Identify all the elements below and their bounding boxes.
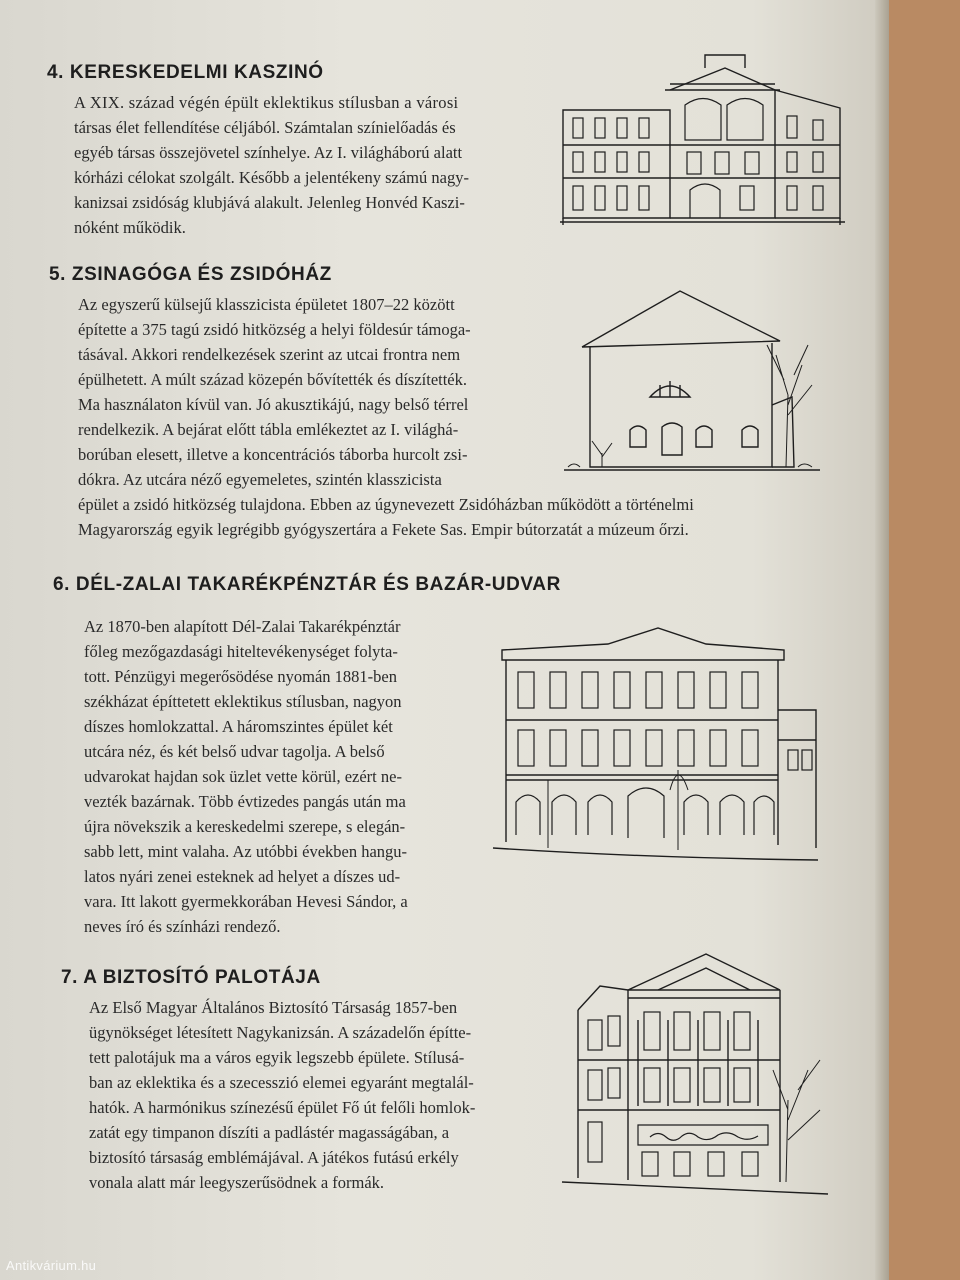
text-line: vezték bazárnak. Több évtizedes pangás után ma <box>84 792 406 811</box>
text-line: Az 1870-ben alapított Dél-Zalai Takarékpénztár <box>84 617 401 636</box>
text-line: újra növekszik a kereskedelmi szerepe, s elegán- <box>84 817 406 836</box>
text-line: sabb lett, mint valaha. Az utóbbi években hangu- <box>84 842 408 861</box>
section-heading: 4. KERESKEDELMI KASZINÓ <box>47 62 324 83</box>
text-line: zatát egy timpanon díszíti a padlástér magasságában, a <box>89 1123 450 1142</box>
section-heading: 6. DÉL-ZALAI TAKARÉKPÉNZTÁR ÉS BAZÁR-UDVAR <box>53 574 561 595</box>
text-line: egyéb társas összejövetel színhelye. Az I. világháború alatt <box>74 143 463 162</box>
text-line: székházat építtetett eklektikus stílusban, nagyon <box>84 692 402 711</box>
text-line: vara. Itt lakott gyermekkorában Hevesi Sándor, a <box>84 892 408 911</box>
text-line: Magyarország egyik legrégibb gyógyszertára a Fekete Sas. Empir bútorzatát a múzeum őrzi. <box>78 520 689 539</box>
text-line: rendelkezik. A bejárat előtt tábla emlékeztet az I. világhá- <box>78 420 459 439</box>
text-line: díszes homlokzattal. A háromszintes épület két <box>84 717 393 736</box>
text-line: kanizsai zsidóság klubjává alakult. Jelenleg Honvéd Kaszi- <box>74 193 465 212</box>
text-line: nóként működik. <box>74 218 186 237</box>
text-line: biztosító társaság emblémájával. A játékos futású erkély <box>89 1148 459 1167</box>
text-line: Az egyszerű külsejű klasszicista épületet 1807–22 között <box>78 295 455 314</box>
text-line: borúban elesett, illetve a koncentrációs táborba hurcolt zsi- <box>78 445 468 464</box>
text-line: társas élet fellendítése céljából. Számtalan színielőadás és <box>74 118 456 137</box>
page-edge <box>875 0 889 1280</box>
text-line: tásával. Akkori rendelkezések szerint az utcai frontra nem <box>78 345 461 364</box>
text-line: épület a zsidó hitközség tulajdona. Ebben az úgynevezett Zsidóházban működött a történelmi <box>78 495 694 514</box>
section-heading: 5. ZSINAGÓGA ÉS ZSIDÓHÁZ <box>49 264 332 285</box>
text-line: udvarokat hajdan sok üzlet vette körül, ezért ne- <box>84 767 402 786</box>
text-line: kórházi célokat szolgált. Később a jelentékeny számú nagy- <box>74 168 469 187</box>
text-line: tett palotájuk ma a város egyik legszebb épülete. Stílusá- <box>89 1048 465 1067</box>
text-line: utcára néz, és két belső udvar tagolja. A belső <box>84 742 385 761</box>
text-line: dókra. Az utcára néző egyemeletes, szintén klasszicista <box>78 470 442 489</box>
text-line: latos nyári zenei esteknek ad helyet a díszes ud- <box>84 867 401 886</box>
text-line: Ma használaton kívül van. Jó akusztikájú, nagy belső térrel <box>78 395 469 414</box>
section-heading: 7. A BIZTOSÍTÓ PALOTÁJA <box>61 967 321 988</box>
text-line: vonala alatt már leegyszerűsödnek a formák. <box>89 1173 385 1192</box>
text-line: Az Első Magyar Általános Biztosító Társaság 1857-ben <box>89 998 458 1017</box>
text-line: hatók. A harmónikus színezésű épület Fő út felőli homlok- <box>89 1098 476 1117</box>
text-line: ban az eklektika és a szecesszió elemei egyaránt megtalál- <box>89 1073 474 1092</box>
savings-bank-drawing <box>488 620 823 865</box>
text-line: főleg mezőgazdasági hiteltevékenységet folyta- <box>84 642 398 661</box>
insurance-palace-drawing <box>558 950 833 1200</box>
text-line: épülhetett. A múlt század közepén bővítették és díszítették. <box>78 370 468 389</box>
text-line: neves író és színházi rendező. <box>84 917 281 936</box>
text-line: ügynökséget létesített Nagykanizsán. A századelőn építte- <box>89 1023 472 1042</box>
text-line: tott. Pénzügyi megerősödése nyomán 1881-ben <box>84 667 397 686</box>
watermark: Antikvárium.hu <box>6 1258 97 1273</box>
text-line: építette a 375 tagú zsidó hitközség a helyi földesúr támoga- <box>78 320 471 339</box>
synagogue-drawing <box>562 285 824 480</box>
text-line: A XIX. század végén épült eklektikus stílusban a városi <box>74 93 459 112</box>
kaszino-building-drawing <box>555 50 850 230</box>
